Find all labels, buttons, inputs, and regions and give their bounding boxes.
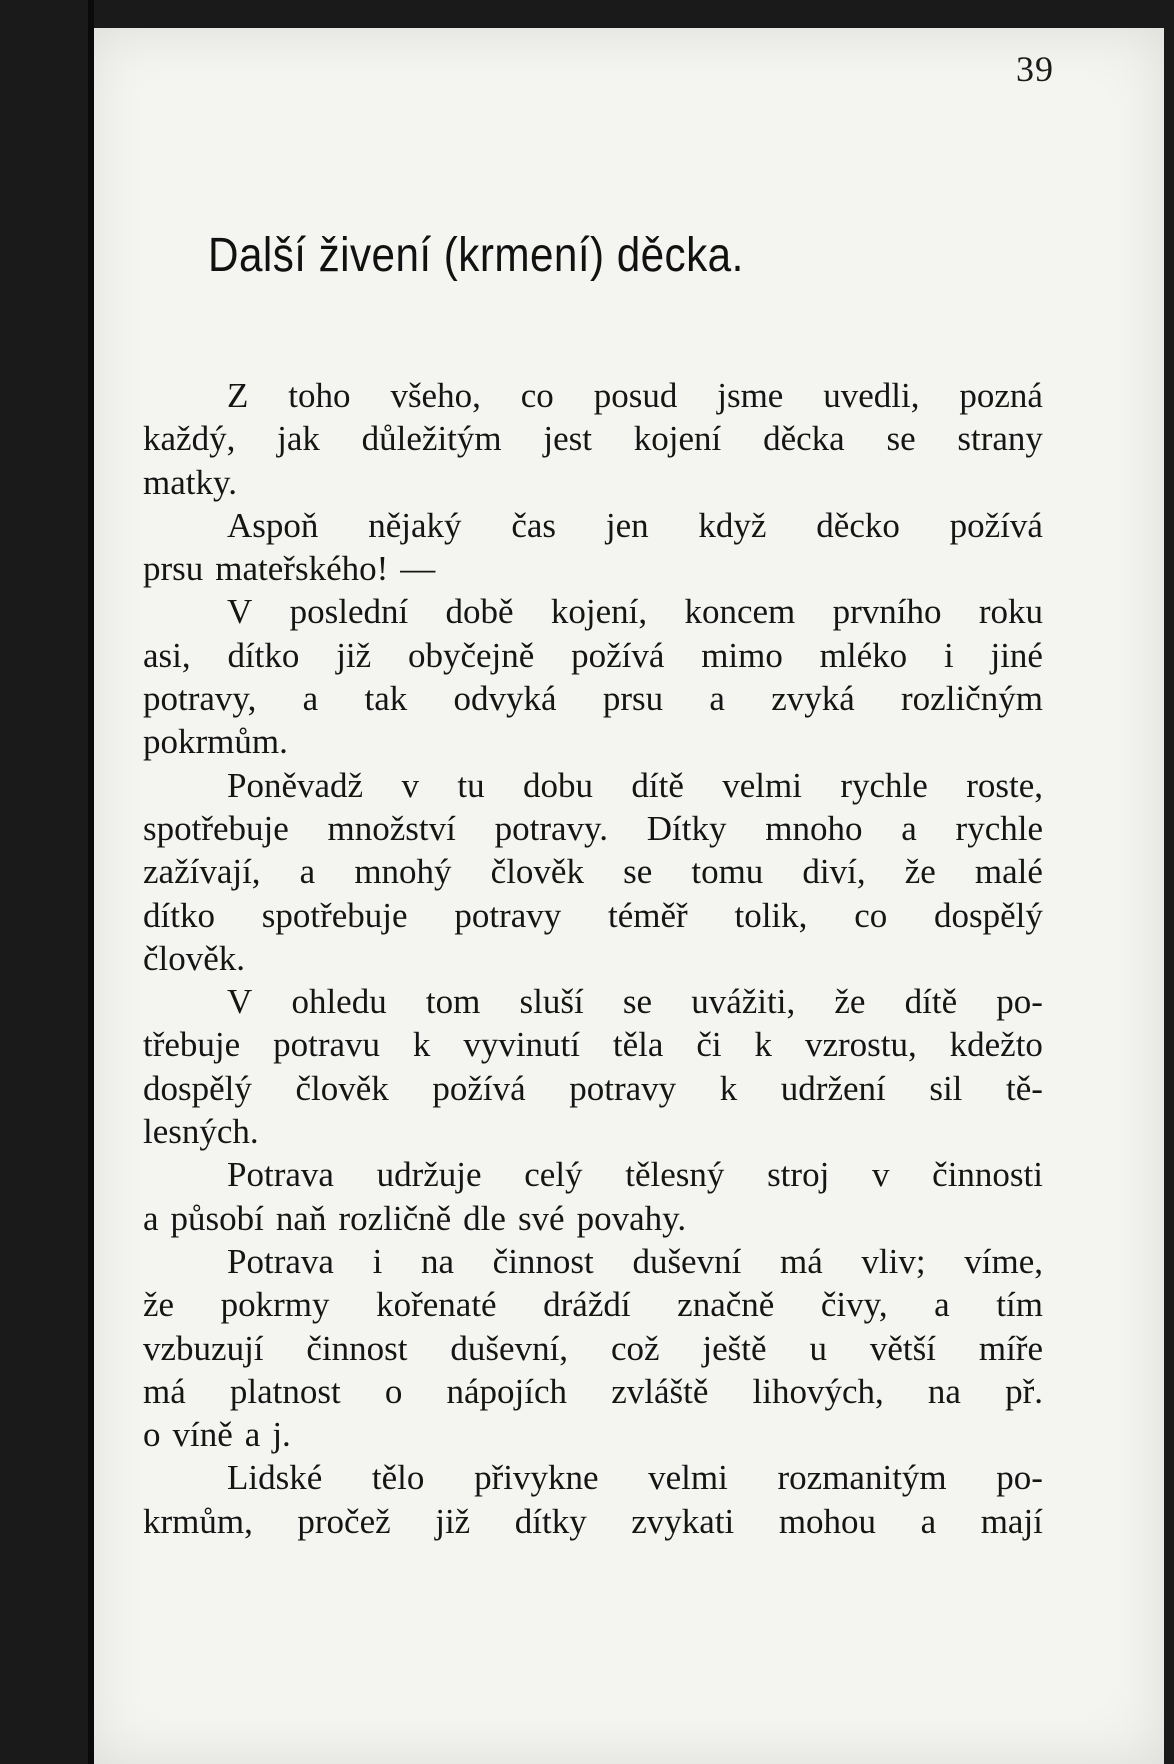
paragraph — [143, 1153, 1043, 1240]
text-line: že pokrmy kořenaté dráždí značně čivy, a tím — [143, 1285, 1043, 1325]
text-line: každý, jak důležitým jest kojení děcka se strany — [143, 419, 1043, 459]
paragraph — [143, 1456, 1043, 1543]
text-line: V poslední době kojení, koncem prvního roku — [227, 592, 1043, 632]
text-line: Poněvadž v tu dobu dítě velmi rychle roste, — [227, 765, 1043, 805]
page-number: 39 — [1016, 49, 1054, 89]
text-line: potravy, a tak odvyká prsu a zvyká rozličným — [143, 679, 1043, 719]
text-line: asi, dítko již obyčejně požívá mimo mléko i jiné — [143, 635, 1043, 675]
text-line: zažívají, a mnohý člověk se tomu diví, že malé — [143, 852, 1043, 892]
text-line: pokrmům. — [143, 722, 288, 762]
paragraph — [143, 1240, 1043, 1456]
text-line: Potrava udržuje celý tělesný stroj v činnosti — [227, 1155, 1043, 1195]
text-line: člověk. — [143, 938, 246, 978]
text-line: matky. — [143, 462, 237, 502]
text-line: dospělý člověk požívá potravy k udržení sil tě- — [143, 1068, 1043, 1108]
text-line: spotřebuje množství potravy. Dítky mnoho a rychle — [143, 808, 1043, 848]
text-line: o víně a j. — [143, 1415, 291, 1455]
chapter-title: Další živení (krmení) děcka. — [208, 229, 744, 282]
text-line: Z toho všeho, co posud jsme uvedli, pozná — [227, 376, 1043, 415]
text-line: prsu mateřského! — — [143, 549, 436, 589]
book-binding-edge — [88, 0, 94, 1764]
text-line: dítko spotřebuje potravy téměř tolik, co dospělý — [143, 895, 1043, 935]
text-line: Lidské tělo přivykne velmi rozmanitým po- — [227, 1458, 1043, 1498]
text-line: krmům, pročež již dítky zvykati mohou a mají — [143, 1501, 1043, 1541]
paragraph — [143, 980, 1043, 1153]
text-line: má platnost o nápojích zvláště lihových, na př. — [143, 1371, 1043, 1411]
text-line: vzbuzují činnost duševní, což ještě u větší míře — [143, 1328, 1043, 1368]
text-line: třebuje potravu k vyvinutí těla či k vzrostu, kdežto — [143, 1025, 1043, 1065]
paragraph — [143, 374, 1043, 504]
paragraph — [143, 590, 1043, 763]
body-text — [143, 374, 1043, 1543]
text-line: lesných. — [143, 1112, 259, 1152]
text-line: Aspoň nějaký čas jen když děcko požívá — [227, 505, 1043, 545]
paragraph — [143, 764, 1043, 980]
text-line: Potrava i na činnost duševní má vliv; víme, — [227, 1241, 1043, 1281]
paragraph — [143, 504, 1043, 591]
text-line: a působí naň rozličně dle své povahy. — [143, 1198, 687, 1238]
text-line: V ohledu tom sluší se uvážiti, že dítě po- — [227, 982, 1043, 1022]
